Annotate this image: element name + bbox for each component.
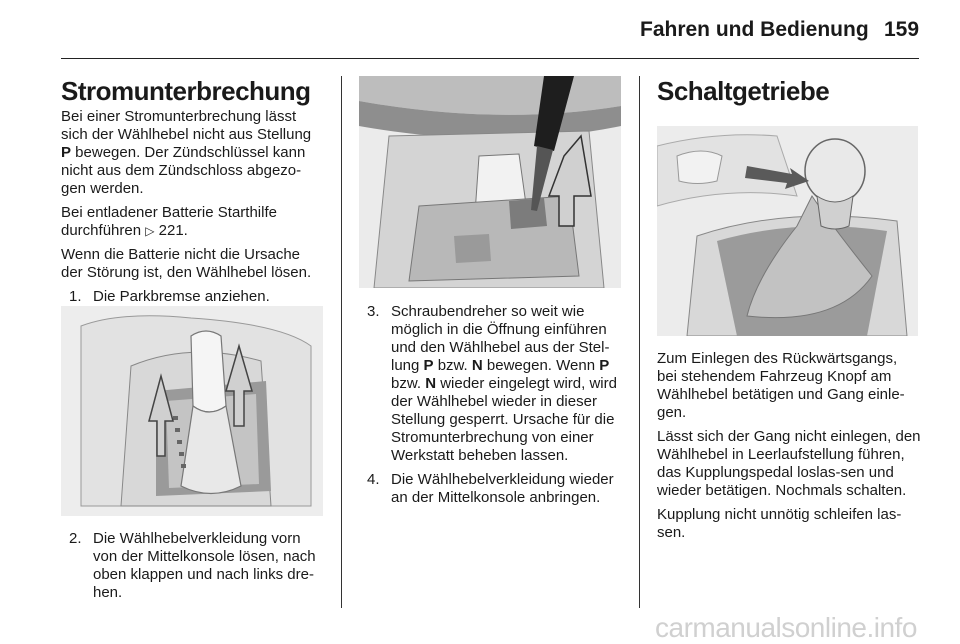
illustration-screwdriver [359, 76, 621, 288]
list-text: Die Wählhebelverkleidung wieder an der Mittelkonsole anbringen. [391, 471, 614, 506]
list-item-4 [359, 471, 623, 507]
step3-text-b: bzw. [433, 357, 472, 374]
step3-text-c: bewegen. Wenn [482, 357, 600, 374]
header-rule [61, 58, 919, 59]
left-column-continued [61, 530, 325, 608]
step3-bold-p2: P [599, 357, 610, 374]
right-column-title [657, 76, 921, 108]
list-text [391, 303, 623, 465]
left-column [61, 76, 325, 312]
list-number: 3. [367, 303, 380, 320]
header-title: Fahren und Bedienung [640, 18, 869, 41]
list-number: 4. [367, 471, 380, 488]
paragraph-2 [61, 204, 325, 240]
paragraph-manual-3: Kupplung nicht unnötig schleifen las-sen. [657, 506, 902, 541]
list-number: 2. [69, 530, 82, 547]
middle-column [359, 303, 623, 513]
step3-text-e: wieder eingelegt wird, wird der Wählhebel wieder in dieser Stellung gesperrt. Ursache für die Stromunterbrechung von einer Werkstatt beheben lassen. [391, 375, 617, 464]
paragraph-manual-2: Lässt sich der Gang nicht einlegen, den Wählhebel in Leerlaufstellung führen, das Kupplungspedal loslas-sen und wieder betätigen. Nochmals schalten. [657, 428, 921, 499]
section-title-schaltgetriebe: Schaltgetriebe [657, 76, 830, 106]
list-text: Die Parkbremse anziehen. [93, 288, 270, 305]
page-reference[interactable]: 221. [154, 222, 188, 239]
list-item-3 [359, 303, 623, 465]
right-column [657, 350, 921, 548]
step3-bold-n2: N [425, 375, 437, 392]
paragraph-manual-1: Zum Einlegen des Rückwärtsgangs, bei stehendem Fahrzeug Knopf am Wählhebel betätigen und Gang einle-gen. [657, 350, 905, 421]
column-divider-right [639, 76, 640, 608]
section-title-stromunterbrechung: Stromunterbrechung [61, 76, 311, 106]
paragraph-1 [61, 108, 325, 198]
column-divider-left [341, 76, 342, 608]
list-number: 1. [69, 288, 82, 305]
page-number: 159 [884, 18, 920, 41]
page-reference-icon: ▷ [145, 224, 155, 238]
list-item-2 [61, 530, 325, 602]
illustration-selector-lever [61, 306, 323, 516]
list-text: Die Wählhebelverkleidung vorn von der Mittelkonsole lösen, nach oben klappen und nach links dre-hen. [93, 530, 316, 601]
p1-text-a: Bei einer Stromunterbrechung lässt sich der Wählhebel nicht aus Stellung [61, 108, 312, 143]
p1-text-b: bewegen. Der Zündschlüssel kann nicht aus dem Zündschloss abgezo-gen werden. [61, 144, 306, 197]
watermark: carmanualsonline.info [655, 612, 917, 643]
paragraph-3: Wenn die Batterie nicht die Ursache der Störung ist, den Wählhebel lösen. [61, 246, 312, 281]
p1-bold-p: P [61, 144, 72, 161]
step3-text-d: bzw. [391, 375, 426, 392]
p2-text: Bei entladener Batterie Starthilfe durchführen [61, 204, 277, 239]
list-item-1 [61, 288, 325, 306]
step3-text-a: Schraubendreher so weit wie möglich in die Öffnung einführen und den Wählhebel aus der Stel-lung [391, 303, 610, 374]
illustration-gear-knob [657, 126, 918, 336]
step3-bold-p: P [423, 357, 434, 374]
step3-bold-n: N [471, 357, 483, 374]
